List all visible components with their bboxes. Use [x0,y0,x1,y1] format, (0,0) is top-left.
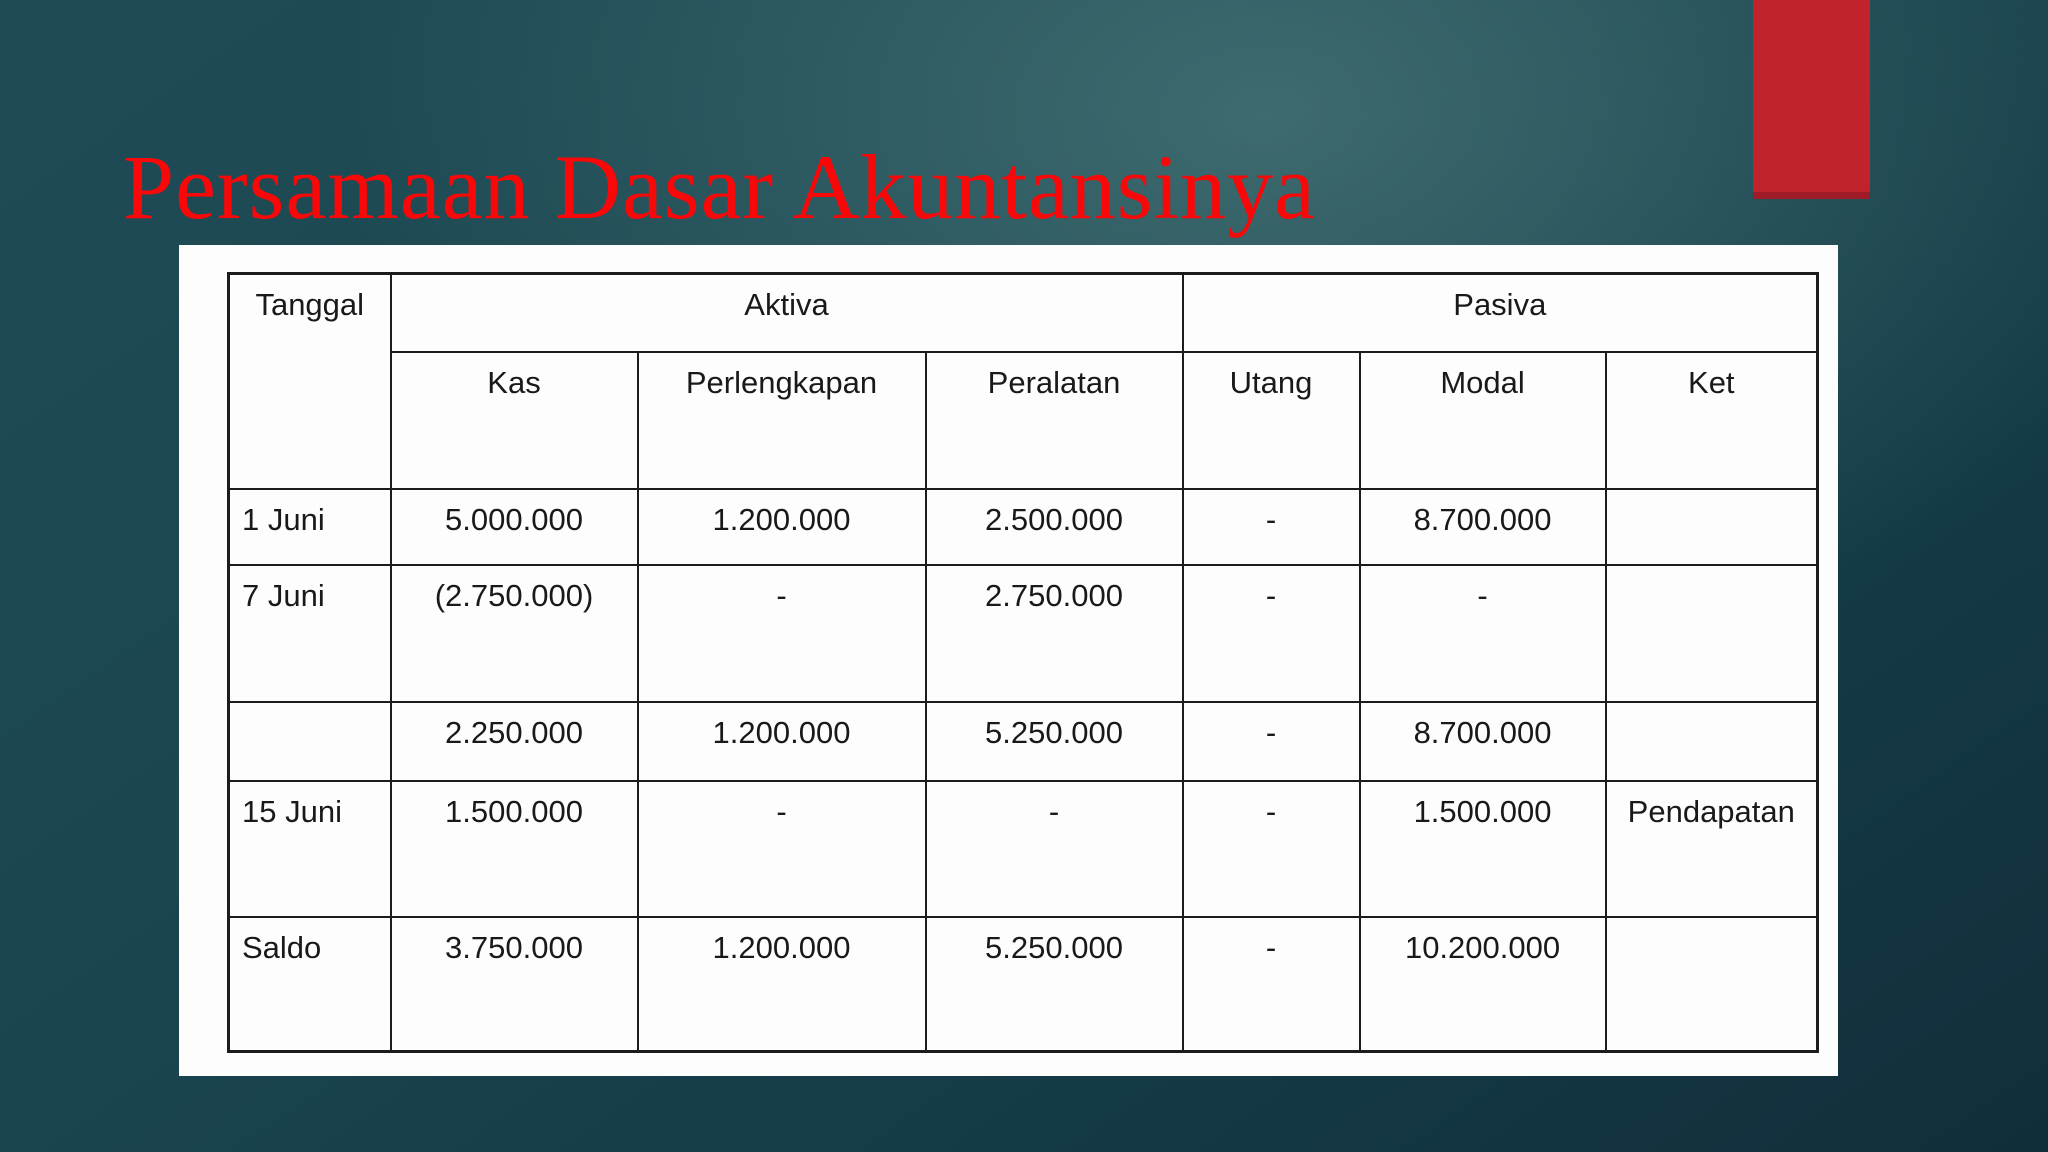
table-cell-peralatan: - [926,781,1183,917]
column-header-tanggal: Tanggal [229,274,391,489]
column-header-perlengkapan: Perlengkapan [638,352,926,489]
table-header-row-columns [229,352,1818,489]
column-header-peralatan: Peralatan [926,352,1183,489]
table-cell-modal: 8.700.000 [1360,489,1606,565]
table-cell-perlengkapan: 1.200.000 [638,917,926,1052]
accent-bar [1753,0,1870,199]
table-header-row-groups [229,274,1818,352]
table-cell-kas: 2.250.000 [391,702,638,781]
table-cell-modal: 1.500.000 [1360,781,1606,917]
table-cell-utang: - [1183,489,1360,565]
accounting-table [227,272,1819,1053]
table-cell-kas: (2.750.000) [391,565,638,702]
table-cell-perlengkapan: 1.200.000 [638,702,926,781]
table-cell-date: Saldo [229,917,391,1052]
table-cell-peralatan: 5.250.000 [926,917,1183,1052]
slide-title: Persamaan Dasar Akuntansinya [123,135,1317,238]
table-cell-ket [1606,702,1818,781]
column-header-modal: Modal [1360,352,1606,489]
table-row [229,781,1818,917]
table-cell-ket [1606,565,1818,702]
table-cell-date: 7 Juni [229,565,391,702]
table-row [229,565,1818,702]
table-cell-modal: - [1360,565,1606,702]
table-row [229,702,1818,781]
table-cell-ket [1606,489,1818,565]
table-cell-utang: - [1183,781,1360,917]
table-panel [179,245,1838,1076]
group-header-aktiva: Aktiva [391,274,1183,352]
table-cell-date [229,702,391,781]
column-header-utang: Utang [1183,352,1360,489]
table-cell-utang: - [1183,565,1360,702]
table-cell-perlengkapan: - [638,565,926,702]
table-cell-date: 1 Juni [229,489,391,565]
table-cell-date: 15 Juni [229,781,391,917]
table-cell-utang: - [1183,917,1360,1052]
column-header-ket: Ket [1606,352,1818,489]
column-header-kas: Kas [391,352,638,489]
group-header-pasiva: Pasiva [1183,274,1818,352]
table-cell-peralatan: 2.500.000 [926,489,1183,565]
table-row [229,917,1818,1052]
table-cell-perlengkapan: 1.200.000 [638,489,926,565]
table-cell-perlengkapan: - [638,781,926,917]
table-cell-peralatan: 2.750.000 [926,565,1183,702]
table-cell-ket [1606,917,1818,1052]
table-cell-modal: 10.200.000 [1360,917,1606,1052]
table-cell-peralatan: 5.250.000 [926,702,1183,781]
table-cell-modal: 8.700.000 [1360,702,1606,781]
table-cell-utang: - [1183,702,1360,781]
table-cell-kas: 1.500.000 [391,781,638,917]
table-cell-kas: 3.750.000 [391,917,638,1052]
table-cell-kas: 5.000.000 [391,489,638,565]
table-cell-ket: Pendapatan [1606,781,1818,917]
table-row [229,489,1818,565]
